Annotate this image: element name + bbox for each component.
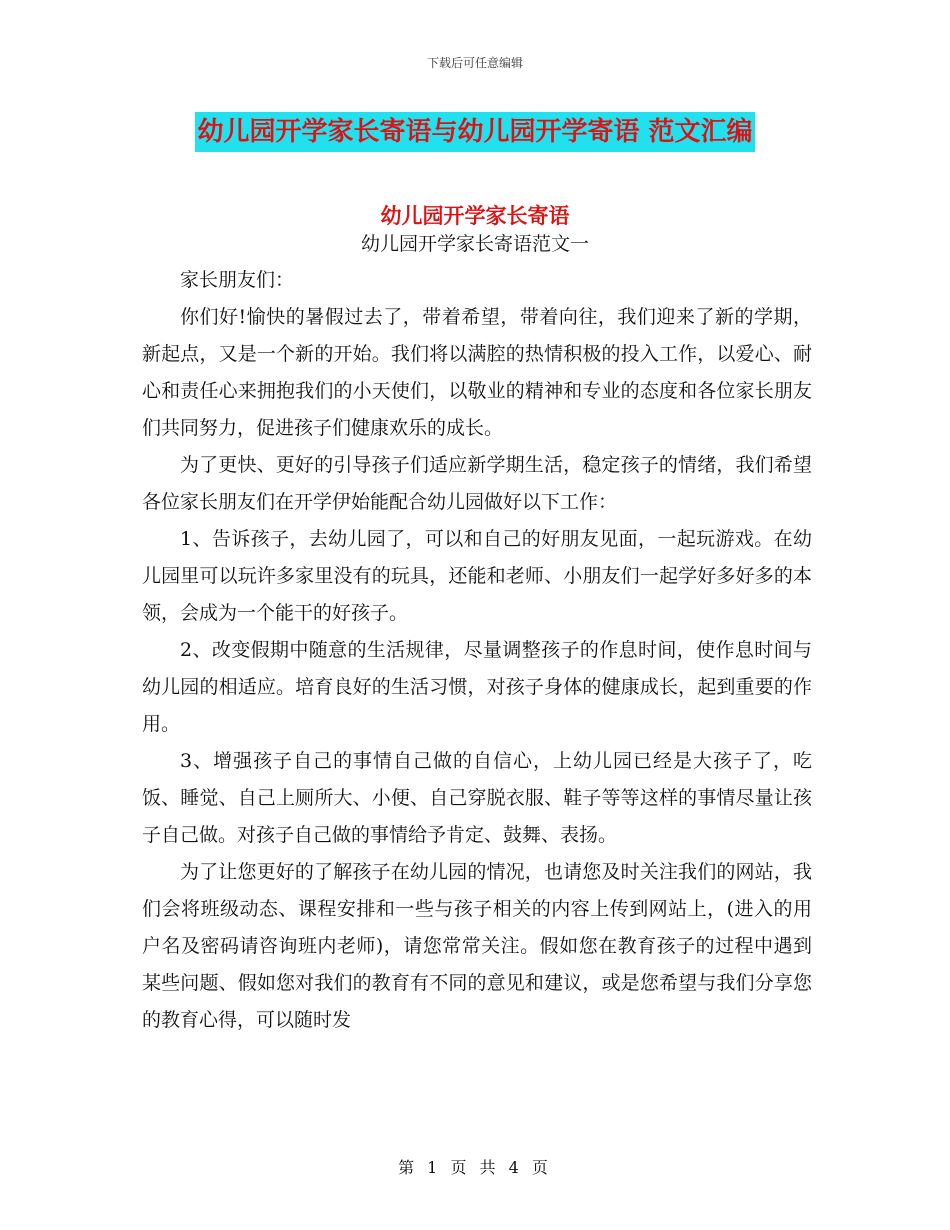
paragraph: 2、改变假期中随意的生活规律，尽量调整孩子的作息时间，使作息时间与幼儿园的相适应。培育良好的生活习惯，对孩子身体的健康成长，起到重要的作用。 xyxy=(142,639,812,735)
document-title-wrap xyxy=(0,112,950,152)
header-note: 下载后可任意编辑 xyxy=(426,56,523,70)
sub-title: 幼儿园开学家长寄语范文一 xyxy=(360,233,589,255)
page-footer: 第 1 页 共 4 页 xyxy=(398,1158,552,1177)
document-body xyxy=(142,262,812,1039)
paragraph: 3、增强孩子自己的事情自己做的自信心，上幼儿园已经是大孩子了，吃饭、睡觉、自己上厕所大、小便、自己穿脱衣服、鞋子等等这样的事情尽量让孩子自己做。对孩子自己做的事情给予肯定、鼓舞、表扬。 xyxy=(142,750,812,846)
paragraph: 为了让您更好的了解孩子在幼儿园的情况，也请您及时关注我们的网站，我们会将班级动态、课程安排和一些与孩子相关的内容上传到网站上，(进入的用户名及密码请咨询班内老师)，请您常常关注。假如您在教育孩子的过程中遇到某些问题、假如您对我们的教育有不同的意见和建议，或是您希望与我们分享您的教育心得，可以随时发 xyxy=(142,861,812,1031)
paragraph: 为了更快、更好的引导孩子们适应新学期生活，稳定孩子的情绪，我们希望各位家长朋友们在开学伊始能配合幼儿园做好以下工作： xyxy=(142,454,812,513)
document-title: 幼儿园开学家长寄语与幼儿园开学寄语 范文汇编 xyxy=(195,112,754,152)
paragraph: 你们好!愉快的暑假过去了，带着希望，带着向往，我们迎来了新的学期，新起点，又是一个新的开始。我们将以满腔的热情积极的投入工作，以爱心、耐心和责任心来拥抱我们的小天使们，以敬业的精神和专业的态度和各位家长朋友们共同努力，促进孩子们健康欢乐的成长。 xyxy=(142,306,812,439)
section-title: 幼儿园开学家长寄语 xyxy=(380,204,570,228)
paragraph: 1、告诉孩子，去幼儿园了，可以和自己的好朋友见面，一起玩游戏。在幼儿园里可以玩许多家里没有的玩具，还能和老师、小朋友们一起学好多好多的本领，会成为一个能干的好孩子。 xyxy=(142,528,812,624)
salutation: 家长朋友们： xyxy=(180,269,295,291)
